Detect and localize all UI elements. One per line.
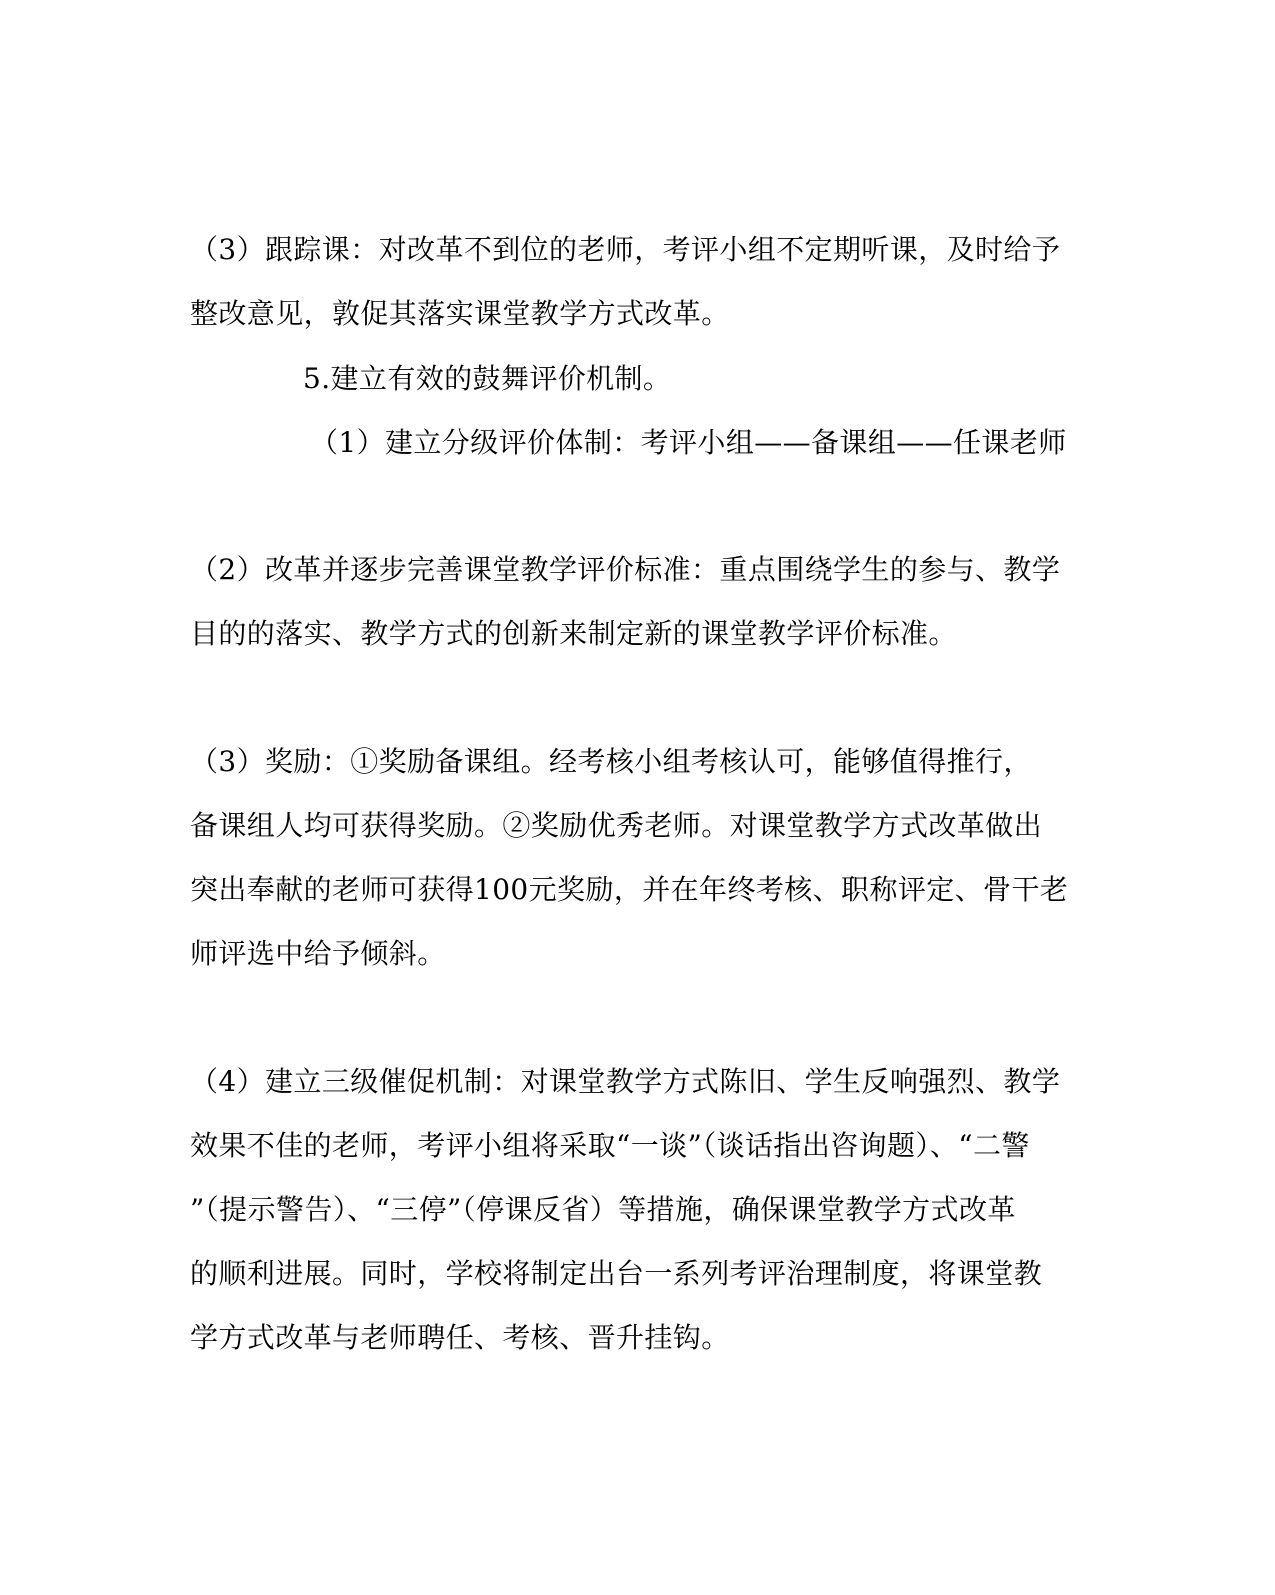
paragraph-line: （1）建立分级评价体制：考评小组——备课组——任课老师 bbox=[310, 426, 1067, 459]
paragraph-line: 效果不佳的老师，考评小组将采取“一谈”（谈话指出咨询题）、“二警 bbox=[190, 1129, 1030, 1162]
paragraph-line: 整改意见，敦促其落实课堂教学方式改革。 bbox=[190, 297, 730, 330]
paragraph-line: 目的的落实、教学方式的创新来制定新的课堂教学评价标准。 bbox=[190, 617, 957, 650]
paragraph-line: 的顺利进展。同时，学校将制定出台一系列考评治理制度，将课堂教 bbox=[190, 1257, 1043, 1290]
paragraph-line: 突出奉献的老师可获得100元奖励，并在年终考核、职称评定、骨干老 bbox=[190, 873, 1069, 906]
paragraph-line: 学方式改革与老师聘任、考核、晋升挂钩。 bbox=[190, 1321, 730, 1354]
paragraph-line: （3）奖励：①奖励备课组。经考核小组考核认可，能够值得推行， bbox=[190, 745, 1032, 778]
section-heading: 5.建立有效的鼓舞评价机制。 bbox=[303, 362, 672, 395]
paragraph-line: （2）改革并逐步完善课堂教学评价标准：重点围绕学生的参与、教学 bbox=[190, 553, 1061, 586]
paragraph-line: （4）建立三级催促机制：对课堂教学方式陈旧、学生反响强烈、教学 bbox=[190, 1065, 1061, 1098]
paragraph-line: 师评选中给予倾斜。 bbox=[190, 937, 446, 970]
paragraph-line: ”（提示警告）、“三停”（停课反省）等措施，确保课堂教学方式改革 bbox=[190, 1193, 1016, 1226]
paragraph-line: 备课组人均可获得奖励。②奖励优秀老师。对课堂教学方式改革做出 bbox=[190, 809, 1043, 842]
paragraph-line: （3）跟踪课：对改革不到位的老师，考评小组不定期听课，及时给予 bbox=[190, 233, 1061, 266]
